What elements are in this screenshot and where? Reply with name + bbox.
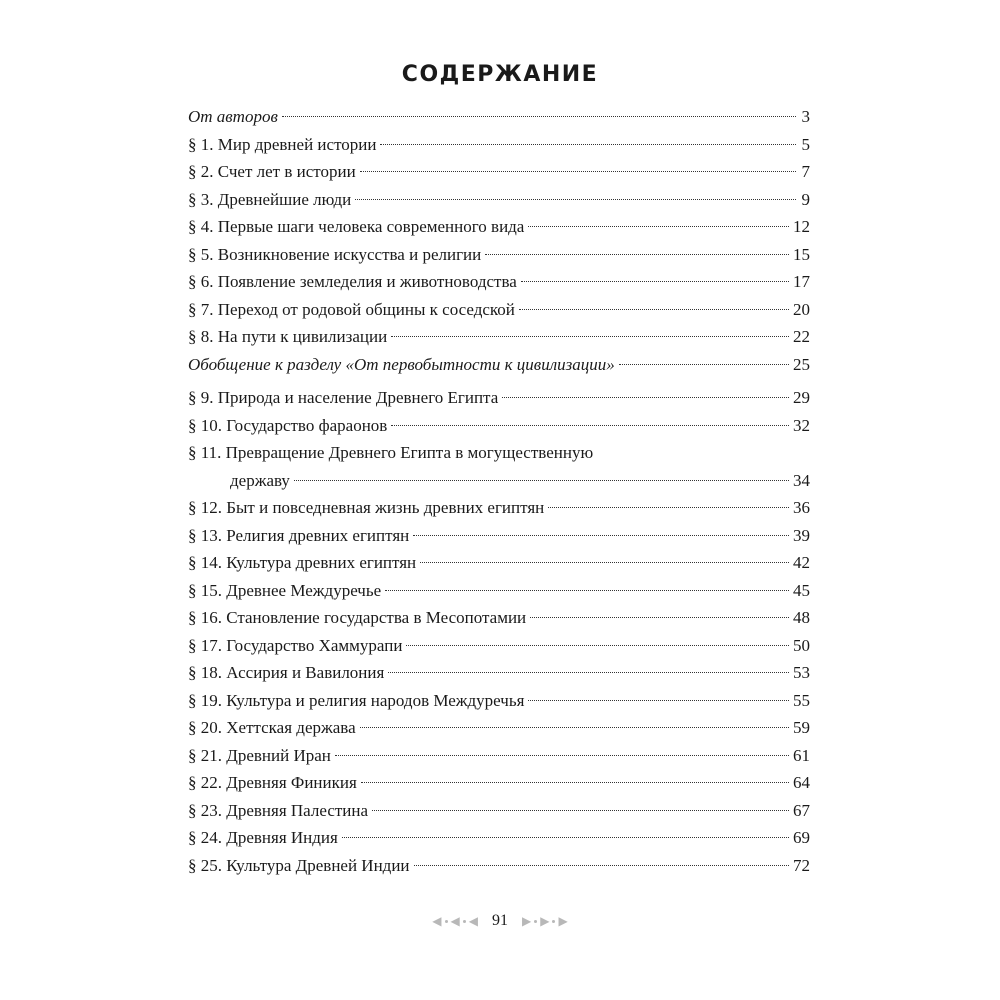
toc-entry-page: 12: [793, 217, 810, 236]
dot-leader: [360, 171, 796, 172]
toc-entry-page: 15: [793, 244, 810, 264]
dot-leader: [619, 364, 789, 365]
toc-entry-page: 64: [793, 773, 810, 792]
toc-entry-4: [188, 213, 810, 241]
toc-entry-label: § 19. Культура и религия народов Междуречья: [188, 690, 525, 710]
toc-entry-page: 34: [793, 470, 810, 490]
toc-entry-page: 53: [793, 663, 810, 682]
toc-entry-label: § 15. Древнее Междуречье: [188, 580, 382, 600]
toc-entry-24: [188, 824, 810, 852]
toc-entry-12: [188, 494, 810, 522]
toc-entry-page: 45: [793, 580, 810, 600]
dot-leader: [282, 116, 796, 117]
dot-leader: [548, 507, 789, 508]
toc-entry-label: § 6. Появление земледелия и животноводства: [188, 272, 517, 291]
toc-entry-page: 55: [793, 690, 810, 710]
toc-entry-page: 17: [793, 272, 810, 291]
toc-entry-3: [188, 186, 810, 214]
dot-leader: [528, 700, 789, 701]
toc-entry-label: державу: [230, 470, 290, 490]
toc-entry-label: § 24. Древняя Индия: [188, 828, 338, 847]
toc-entry-page: 25: [793, 354, 810, 374]
toc-entry-11: [188, 467, 810, 495]
dot-leader: [420, 562, 789, 563]
toc-entry-label: § 2. Счет лет в истории: [188, 162, 356, 181]
toc-entry-14: [188, 549, 810, 577]
toc-entry-1: [188, 131, 810, 159]
toc-entry-label: § 22. Древняя Финикия: [188, 773, 357, 792]
toc-entry-25: [188, 852, 810, 880]
dot-leader: [414, 865, 789, 866]
toc-entry-label: § 7. Переход от родовой общины к соседской: [188, 299, 515, 319]
toc-entry-label: § 5. Возникновение искусства и религии: [188, 244, 482, 264]
toc-entry-page: 32: [793, 415, 810, 435]
toc-entry-label: § 13. Религия древних египтян: [188, 525, 410, 545]
dot-leader: [388, 672, 789, 673]
toc-entry-page: 59: [793, 718, 810, 737]
toc-entry-10: [188, 412, 810, 440]
dot-leader: [502, 397, 789, 398]
page-title: СОДЕРЖАНИЕ: [401, 62, 599, 87]
dot-leader: [294, 480, 789, 481]
toc-entry-23: [188, 797, 810, 825]
page-footer: [0, 912, 1000, 930]
toc-entry-page: 48: [793, 608, 810, 627]
dot-leader: [361, 782, 789, 783]
toc-entry-label: § 18. Ассирия и Вавилония: [188, 663, 385, 682]
toc-entry-label: § 3. Древнейшие люди: [188, 189, 352, 209]
dot-leader: [355, 199, 796, 200]
toc-entry-7: [188, 296, 810, 324]
toc-entry-label: § 9. Природа и население Древнего Египта: [188, 388, 499, 407]
toc-entry-page: 39: [793, 525, 810, 545]
dot-leader: [406, 645, 789, 646]
toc-entry-label: § 25. Культура Древней Индии: [188, 855, 410, 875]
toc-entry-20: [188, 714, 810, 742]
toc-entry-label: От авторов: [188, 107, 278, 126]
toc-entry-page: 22: [793, 327, 810, 346]
dot-leader: [335, 755, 789, 756]
dot-leader: [528, 226, 789, 227]
dot-leader: [519, 309, 789, 310]
left-triangle-ornament-icon: ◀ ◀ ◀: [432, 913, 478, 928]
dot-leader: [521, 281, 789, 282]
toc-entry-label: § 17. Государство Хаммурапи: [188, 635, 403, 655]
toc-entry-label: § 8. На пути к цивилизации: [188, 327, 388, 346]
toc-entry-label: § 12. Быт и повседневная жизнь древних египтян: [188, 498, 545, 517]
toc-entry-label: § 16. Становление государства в Месопотамии: [188, 608, 527, 627]
toc-entry-page: 5: [801, 134, 810, 154]
toc-entry-page: 69: [793, 828, 810, 847]
toc-entry-label: § 23. Древняя Палестина: [188, 800, 369, 820]
toc-entry-5: [188, 241, 810, 269]
toc-entry-authors: [188, 103, 810, 131]
toc-entry-label: § 20. Хеттская держава: [188, 718, 356, 737]
dot-leader: [391, 425, 789, 426]
dot-leader: [385, 590, 789, 591]
toc-entry-22: [188, 769, 810, 797]
toc-entry-page: 3: [801, 107, 810, 126]
toc-entry-21: [188, 742, 810, 770]
toc-entry-label: § 4. Первые шаги человека современного вида: [188, 217, 525, 236]
page-number: 91: [492, 912, 508, 929]
toc-entry-label: § 10. Государство фараонов: [188, 415, 388, 435]
toc-entry-19: [188, 687, 810, 715]
toc-entry-label: § 1. Мир древней истории: [188, 134, 377, 154]
dot-leader: [372, 810, 789, 811]
toc-entry-label: § 21. Древний Иран: [188, 745, 331, 765]
table-of-contents: [188, 103, 810, 879]
toc-entry-page: 72: [793, 855, 810, 875]
toc-entry-16: [188, 604, 810, 632]
toc-entry-9: [188, 384, 810, 412]
toc-entry-label: Обобщение к разделу «От первобытности к цивилизации»: [188, 354, 615, 374]
toc-entry-page: 42: [793, 553, 810, 572]
toc-entry-6: [188, 268, 810, 296]
dot-leader: [530, 617, 789, 618]
toc-entry-page: 9: [801, 189, 810, 209]
toc-entry-page: 67: [793, 800, 810, 820]
dot-leader: [360, 727, 789, 728]
toc-entry-page: 29: [793, 388, 810, 407]
dot-leader: [342, 837, 789, 838]
toc-entry-8: [188, 323, 810, 351]
dot-leader: [391, 336, 789, 337]
toc-entry-15: [188, 577, 810, 605]
toc-entry-page: 20: [793, 299, 810, 319]
toc-entry-page: 7: [801, 162, 810, 181]
toc-entry-page: 50: [793, 635, 810, 655]
toc-entry-17: [188, 632, 810, 660]
toc-entry-page: 61: [793, 745, 810, 765]
dot-leader: [413, 535, 789, 536]
toc-entry-label: § 14. Культура древних египтян: [188, 553, 417, 572]
right-triangle-ornament-icon: ▶ ▶ ▶: [522, 913, 568, 928]
dot-leader: [485, 254, 789, 255]
toc-entry-13: [188, 522, 810, 550]
toc-entry-18: [188, 659, 810, 687]
dot-leader: [380, 144, 796, 145]
toc-entry-2: [188, 158, 810, 186]
toc-entry-page: 36: [793, 498, 810, 517]
toc-entry-11-line1: § 11. Превращение Древнего Египта в могущественную: [188, 443, 594, 462]
toc-entry-summary: [188, 351, 810, 379]
